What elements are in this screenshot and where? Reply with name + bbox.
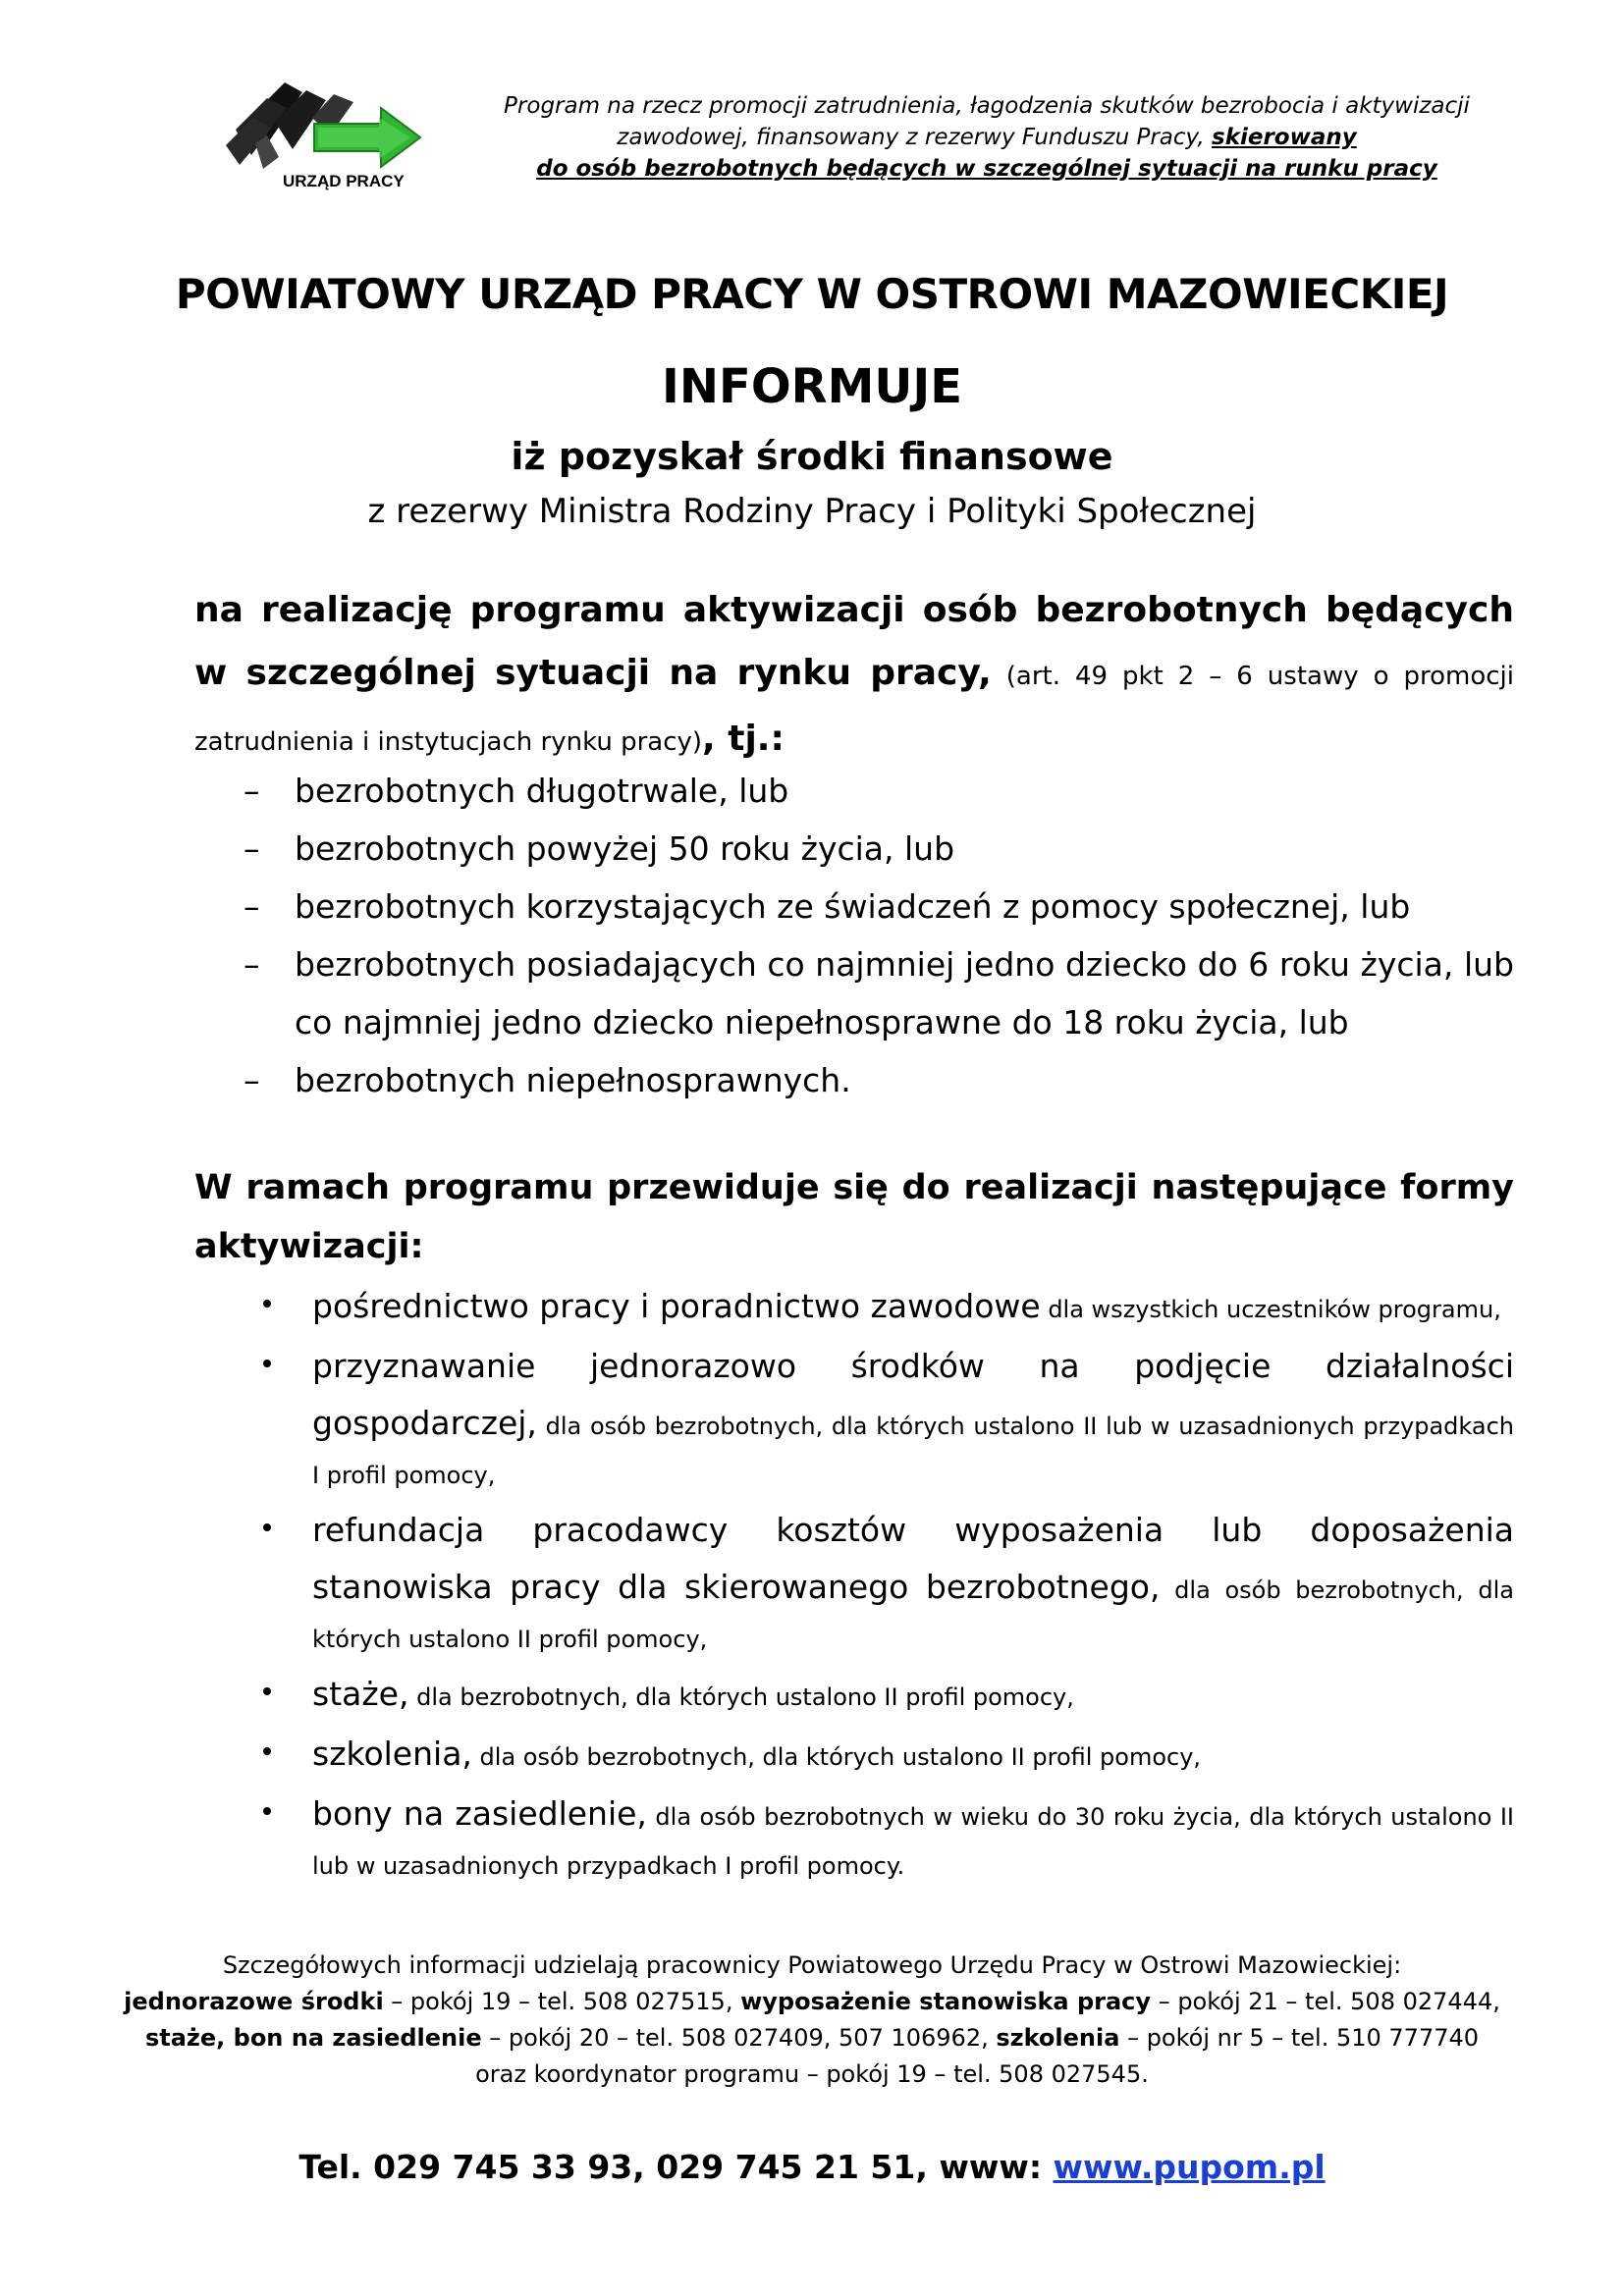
contact-line-2 xyxy=(98,1984,1526,2020)
contact-topic: jednorazowe środki xyxy=(124,1988,384,2015)
forms-heading: W ramach programu przewiduje się do realizacji następujące formy aktywizacji: xyxy=(194,1168,1514,1266)
group-text: bezrobotnych korzystających ze świadczeń z pomocy społecznej, lub xyxy=(295,887,1411,926)
dash-marker: – xyxy=(244,887,260,926)
intro-tail: , tj.: xyxy=(702,719,785,759)
bullet-icon xyxy=(263,1300,271,1308)
dash-marker: – xyxy=(244,945,260,984)
group-text: bezrobotnych posiadających co najmniej jedno dziecko do 6 roku życia, lub co najmniej jedno dziecko niepełnosprawne do 18 roku życia, lub xyxy=(295,945,1514,1041)
list-item xyxy=(194,878,1514,935)
group-text: bezrobotnych powyżej 50 roku życia, lub xyxy=(295,829,955,868)
form-note: dla osób bezrobotnych w wieku do 30 roku życia, dla których ustalono II lub w uzasadnionych przypadkach I profil pomocy. xyxy=(312,1803,1514,1880)
form-note: dla osób bezrobotnych, dla których ustalono II profil pomocy, xyxy=(471,1743,1202,1771)
list-item xyxy=(194,1726,1514,1783)
form-note: dla osób bezrobotnych, dla których ustalono II lub w uzasadnionych przypadkach I profil pomocy, xyxy=(312,1413,1514,1489)
contact-details xyxy=(98,1948,1526,2093)
program-intro xyxy=(194,579,1514,774)
logo-text: URZĄD PRACY xyxy=(283,172,405,190)
program-header-line1: Program na rzecz promocji zatrudnienia, łagodzenia skutków bezrobocia i aktywizacji xyxy=(504,93,1470,119)
dash-marker: – xyxy=(244,1061,260,1099)
program-header-line2 xyxy=(461,122,1512,153)
contact-line-3 xyxy=(98,2020,1526,2056)
form-note: dla bezrobotnych, dla których ustalono II profil pomocy, xyxy=(408,1683,1074,1711)
list-item xyxy=(194,1051,1514,1109)
office-phone: Tel. 029 745 33 93, 029 745 21 51, www: xyxy=(298,2148,1054,2186)
bullet-icon xyxy=(263,1523,271,1531)
program-header-line3: do osób bezrobotnych będących w szczególnej sytuacji na runku pracy xyxy=(536,156,1437,182)
form-note: dla osób bezrobotnych, dla których ustalono II profil pomocy, xyxy=(312,1576,1514,1653)
list-item xyxy=(194,1786,1514,1890)
program-header-line2-text: zawodowej, finansowany z rezerwy Funduszu Pracy, xyxy=(617,125,1212,150)
contact-topic: wyposażenie stanowiska pracy xyxy=(740,1988,1152,2015)
list-item xyxy=(194,935,1514,1051)
list-item xyxy=(194,1338,1514,1499)
target-groups-list xyxy=(194,762,1514,1109)
list-item xyxy=(194,762,1514,820)
list-item xyxy=(194,820,1514,878)
form-name: szkolenia, xyxy=(312,1735,472,1773)
intro-bold: na realizację programu aktywizacji osób bezrobotnych będących w szczególnej sytuacji na rynku pracy, xyxy=(194,590,1514,693)
bullet-icon xyxy=(263,1807,271,1815)
form-name: pośrednictwo pracy i poradnictwo zawodowe xyxy=(312,1287,1041,1325)
form-name: przyznawanie jednorazowo środków na podjęcie działalności gospodarczej, xyxy=(312,1347,1514,1442)
bullet-icon xyxy=(263,1747,271,1755)
contact-room: – pokój 20 – tel. 508 027409, 507 106962, xyxy=(481,2024,997,2052)
urzad-pracy-logo xyxy=(224,75,438,190)
office-title: POWIATOWY URZĄD PRACY W OSTROWI MAZOWIECKIEJ xyxy=(175,270,1449,318)
contact-topic: szkolenia xyxy=(996,2024,1120,2052)
program-header xyxy=(461,90,1512,185)
group-text: bezrobotnych długotrwale, lub xyxy=(295,772,789,810)
intro-legal-ref: (art. 49 pkt 2 – 6 ustawy o promocji zatrudnienia i instytucjach rynku pracy) xyxy=(194,662,1514,757)
contact-intro: Szczegółowych informacji udzielają pracownicy Powiatowego Urzędu Pracy w Ostrowi Mazowieckiej: xyxy=(222,1951,1402,1979)
list-item xyxy=(194,1502,1514,1663)
funds-source: z rezerwy Ministra Rodziny Pracy i Polityki Społecznej xyxy=(367,492,1257,531)
form-note: dla wszystkich uczestników programu, xyxy=(1040,1296,1501,1323)
form-name: bony na zasiedlenie, xyxy=(312,1794,647,1833)
contact-room: – pokój 19 – tel. 508 027515, xyxy=(383,1988,741,2015)
form-name: staże, xyxy=(312,1675,409,1713)
bullet-icon xyxy=(263,1360,271,1367)
list-item xyxy=(194,1666,1514,1723)
contact-coordinator: oraz koordynator programu – pokój 19 – tel. 508 027545. xyxy=(475,2060,1149,2088)
contact-room: – pokój nr 5 – tel. 510 777740 xyxy=(1119,2024,1480,2052)
contact-room: – pokój 21 – tel. 508 027444, xyxy=(1151,1988,1500,2015)
dash-marker: – xyxy=(244,772,260,810)
office-contact xyxy=(0,2146,1624,2189)
activation-forms-list xyxy=(194,1278,1514,1893)
informuje-heading: INFORMUJE xyxy=(662,359,962,414)
list-item xyxy=(194,1278,1514,1335)
funds-subheading: iż pozyskał środki finansowe xyxy=(511,435,1113,478)
group-text: bezrobotnych niepełnosprawnych. xyxy=(295,1061,851,1099)
form-name: refundacja pracodawcy kosztów wyposażenia lub doposażenia stanowiska pracy dla skierowanego bezrobotnego, xyxy=(312,1511,1514,1606)
program-header-highlight: skierowany xyxy=(1212,125,1357,150)
bullet-icon xyxy=(263,1687,271,1695)
website-link[interactable]: www.pupom.pl xyxy=(1053,2148,1326,2186)
dash-marker: – xyxy=(244,829,260,868)
contact-topic: staże, bon na zasiedlenie xyxy=(144,2024,482,2052)
